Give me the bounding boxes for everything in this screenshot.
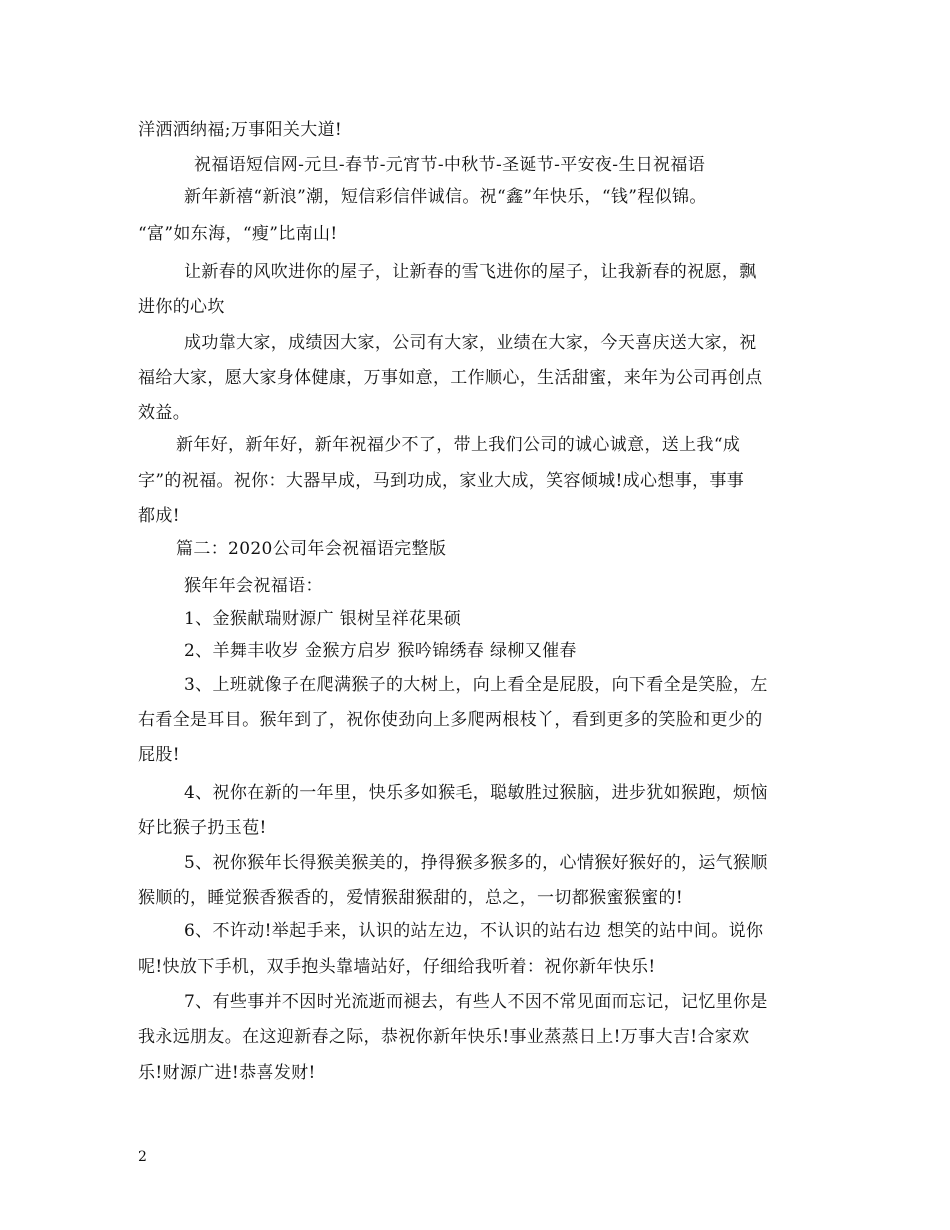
text-line: 效益。 [138,403,191,423]
page-number: 2 [138,1149,147,1165]
text-line: 乐!财源广进!恭喜发财! [138,1063,316,1083]
text-line: 洋洒洒纳福;万事阳关大道! [138,120,343,140]
text-line: 好比猴子扔玉苞! [138,818,267,838]
list-item: 5、祝你猴年长得猴美猴美的，挣得猴多猴多的，心情猴好猴好的，运气猴顺 [184,853,768,873]
text-line: 让新春的风吹进你的屋子，让新春的雪飞进你的屋子，让我新春的祝愿，飘 [184,262,757,282]
list-item: 7、有些事并不因时光流逝而褪去，有些人不因不常见面而忘记，记忆里你是 [184,992,768,1012]
text-line: 新年好，新年好，新年祝福少不了，带上我们公司的诚心诚意，送上我“成 [176,435,741,455]
text-line: 猴顺的，睡觉猴香猴香的，爱情猴甜猴甜的，总之，一切都猴蜜猴蜜的! [138,888,684,908]
text-line: 进你的心坎 [138,297,225,317]
text-line: 呢!快放下手机，双手抱头靠墙站好，仔细给我听着：祝你新年快乐! [138,957,656,977]
list-item: 6、不许动!举起手来，认识的站左边，不认识的站右边 想笑的站中间。说你 [184,921,764,941]
text-line: 屁股! [138,745,180,765]
text-line: 我永远朋友。在这迎新春之际，恭祝你新年快乐!事业蒸蒸日上!万事大吉!合家欢 [138,1027,750,1047]
list-item: 2、羊舞丰收岁 金猴方启岁 猴吟锦绣春 绿柳又催春 [184,641,577,661]
text-line: 祝福语短信网-元旦-春节-元宵节-中秋节-圣诞节-平安夜-生日祝福语 [194,155,706,175]
list-item: 4、祝你在新的一年里，快乐多如猴毛，聪敏胜过猴脑，进步犹如猴跑，烦恼 [184,783,768,803]
section-heading: 篇二：2020公司年会祝福语完整版 [176,539,447,559]
text-line: 右看全是耳目。猴年到了，祝你使劲向上多爬两根枝丫，看到更多的笑脸和更少的 [138,710,763,730]
text-line: 新年新禧“新浪”潮，短信彩信伴诚信。祝“鑫”年快乐，“钱”程似锦。 [184,187,707,207]
text-line: 福给大家，愿大家身体健康，万事如意，工作顺心，生活甜蜜，来年为公司再创点 [138,368,763,388]
text-line: “富”如东海，“瘦”比南山! [138,224,338,244]
list-item: 3、上班就像子在爬满猴子的大树上，向上看全是屁股，向下看全是笑脸，左 [184,675,768,695]
text-line: 猴年年会祝福语： [184,576,323,596]
text-line: 字”的祝福。祝你：大器早成，马到功成，家业大成，笑容倾城!成心想事，事事 [138,471,745,491]
list-item: 1、金猴献瑞财源广 银树呈祥花果硕 [184,609,462,629]
text-line: 都成! [138,506,180,526]
text-line: 成功靠大家，成绩因大家，公司有大家，业绩在大家，今天喜庆送大家，祝 [184,333,757,353]
